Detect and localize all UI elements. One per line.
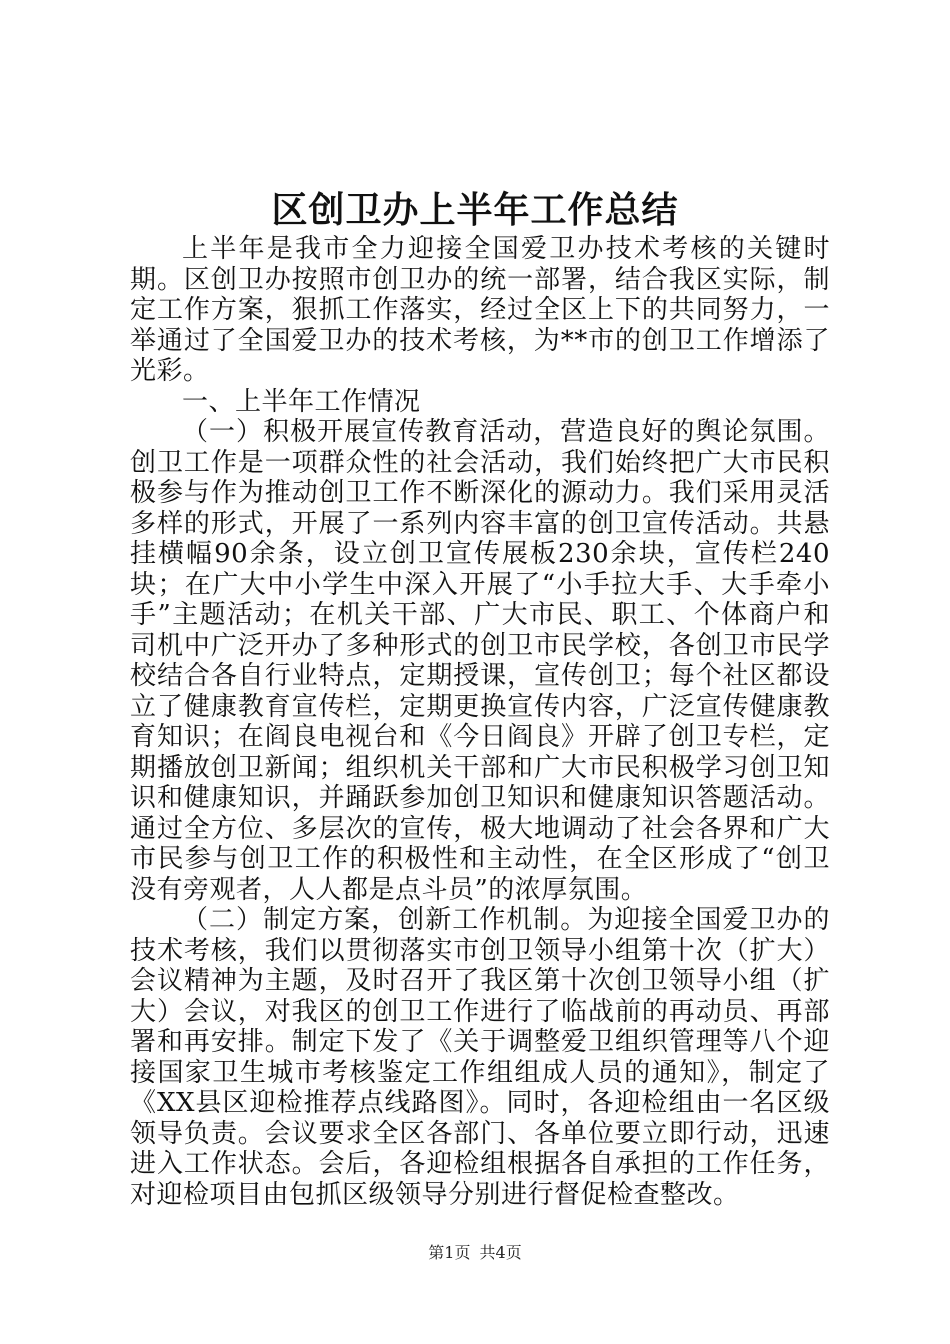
page-total: 共4页 (479, 1243, 522, 1262)
intro-paragraph: 上半年是我市全力迎接全国爱卫办技术考核的关键时期。区创卫办按照市创卫办的统一部署，结合我区实际，制定工作方案，狠抓工作落实，经过全区上下的共同努力，一举通过了全国爱卫办的技术考核，为**市的创卫工作增添了光彩。 (130, 234, 830, 386)
page-number: 第1页 (428, 1243, 471, 1262)
section-paragraph-1: （一）积极开展宣传教育活动，营造良好的舆论氛围。创卫工作是一项群众性的社会活动，我们始终把广大市民积极参与作为推动创卫工作不断深化的源动力。我们采用灵活多样的形式，开展了一系列内容丰富的创卫宣传活动。共悬挂横幅90余条，设立创卫宣传展板230余块，宣传栏240块；在广大中小学生中深入开展了“小手拉大手、大手牵小手”主题活动；在机关干部、广大市民、职工、个体商户和司机中广泛开办了多种形式的创卫市民学校，各创卫市民学校结合各自行业特点，定期授课，宣传创卫；每个社区都设立了健康教育宣传栏，定期更换宣传内容，广泛宣传健康教育知识；在阎良电视台和《今日阎良》开辟了创卫专栏，定期播放创卫新闻；组织机关干部和广大市民积极学习创卫知识和健康知识，并踊跃参加创卫知识和健康知识答题活动。通过全方位、多层次的宣传，极大地调动了社会各界和广大市民参与创卫工作的积极性和主动性，在全区形成了“创卫没有旁观者，人人都是点斗员”的浓厚氛围。 (130, 417, 830, 905)
document-body (130, 234, 830, 1210)
page-footer (0, 1243, 950, 1263)
document-title: 区创卫办上半年工作总结 (271, 189, 679, 231)
section-heading: 一、上半年工作情况 (182, 386, 421, 417)
section-paragraph-2: （二）制定方案，创新工作机制。为迎接全国爱卫办的技术考核，我们以贯彻落实市创卫领导小组第十次（扩大）会议精神为主题，及时召开了我区第十次创卫领导小组（扩大）会议，对我区的创卫工作进行了临战前的再动员、再部署和再安排。制定下发了《关于调整爱卫组织管理等八个迎接国家卫生城市考核鉴定工作组组成人员的通知》，制定了《XX县区迎检推荐点线路图》。同时，各迎检组由一名区级领导负责。会议要求全区各部门、各单位要立即行动，迅速进入工作状态。会后，各迎检组根据各自承担的工作任务，对迎检项目由包抓区级领导分别进行督促检查整改。 (130, 905, 830, 1210)
